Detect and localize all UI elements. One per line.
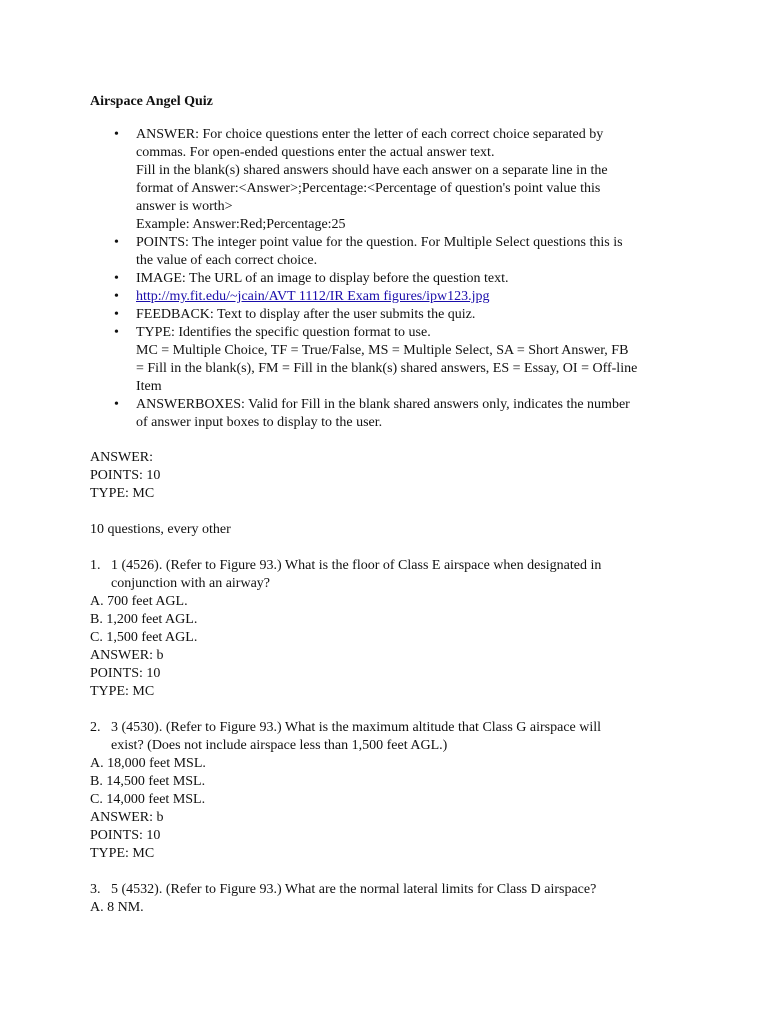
default-settings bbox=[90, 449, 690, 503]
question-points: POINTS: 10 bbox=[90, 666, 161, 681]
question-answer: ANSWER: b bbox=[90, 810, 164, 825]
question-number: 2. bbox=[90, 720, 101, 735]
spec-line: the value of each correct choice. bbox=[136, 253, 318, 268]
note-text: 10 questions, every other bbox=[90, 522, 231, 537]
question-text bbox=[90, 557, 690, 593]
spec-item-type bbox=[90, 324, 690, 396]
question-answer: ANSWER: b bbox=[90, 648, 164, 663]
image-url-link[interactable]: http://my.fit.edu/~jcain/AVT 1112/IR Exam figures/ipw123.jpg bbox=[136, 289, 490, 304]
choice-b: B. 1,200 feet AGL. bbox=[90, 612, 198, 627]
choice-a: A. 8 NM. bbox=[90, 900, 144, 915]
bullet-icon: • bbox=[114, 397, 119, 412]
question-line: 1 (4526). (Refer to Figure 93.) What is the floor of Class E airspace when designated in bbox=[111, 558, 602, 573]
default-answer: ANSWER: bbox=[90, 450, 153, 465]
question-2 bbox=[90, 719, 690, 863]
question-number: 3. bbox=[90, 882, 101, 897]
spec-line: answer is worth> bbox=[136, 199, 233, 214]
spec-line: FEEDBACK: Text to display after the user submits the quiz. bbox=[136, 307, 476, 322]
spec-item-answerboxes bbox=[90, 396, 690, 432]
spec-item-feedback bbox=[90, 306, 690, 324]
spec-line: TYPE: Identifies the specific question format to use. bbox=[136, 325, 431, 340]
quiz-note bbox=[90, 521, 690, 539]
spec-line: commas. For open-ended questions enter the actual answer text. bbox=[136, 145, 495, 160]
spec-line: = Fill in the blank(s), FM = Fill in the blank(s) shared answers, ES = Essay, OI = Off-line bbox=[136, 361, 638, 376]
spec-item-answer bbox=[90, 126, 690, 234]
bullet-icon: • bbox=[114, 235, 119, 250]
question-line: exist? (Does not include airspace less than 1,500 feet AGL.) bbox=[111, 738, 448, 753]
question-line: conjunction with an airway? bbox=[111, 576, 271, 591]
spec-line: IMAGE: The URL of an image to display before the question text. bbox=[136, 271, 509, 286]
spec-line: ANSWER: For choice questions enter the letter of each correct choice separated by bbox=[136, 127, 604, 142]
spec-line: Fill in the blank(s) shared answers should have each answer on a separate line in the bbox=[136, 163, 608, 178]
field-spec-list bbox=[90, 126, 690, 432]
choice-c: C. 14,000 feet MSL. bbox=[90, 792, 206, 807]
spec-line: ANSWERBOXES: Valid for Fill in the blank shared answers only, indicates the number bbox=[136, 397, 630, 412]
default-points: POINTS: 10 bbox=[90, 468, 161, 483]
bullet-icon: • bbox=[114, 307, 119, 322]
bullet-icon: • bbox=[114, 127, 119, 142]
spec-line: format of Answer:<Answer>;Percentage:<Percentage of question's point value this bbox=[136, 181, 601, 196]
question-type: TYPE: MC bbox=[90, 684, 155, 699]
question-type: TYPE: MC bbox=[90, 846, 155, 861]
question-1 bbox=[90, 557, 690, 701]
question-points: POINTS: 10 bbox=[90, 828, 161, 843]
spec-line: POINTS: The integer point value for the question. For Multiple Select questions this is bbox=[136, 235, 623, 250]
question-3 bbox=[90, 881, 690, 917]
bullet-icon: • bbox=[114, 271, 119, 286]
default-type: TYPE: MC bbox=[90, 486, 155, 501]
question-line: 5 (4532). (Refer to Figure 93.) What are the normal lateral limits for Class D airspace? bbox=[111, 882, 597, 897]
bullet-icon: • bbox=[114, 325, 119, 340]
document-body bbox=[90, 93, 690, 935]
document-title: Airspace Angel Quiz bbox=[90, 94, 213, 109]
spec-item-image bbox=[90, 270, 690, 288]
choice-b: B. 14,500 feet MSL. bbox=[90, 774, 206, 789]
question-line: 3 (4530). (Refer to Figure 93.) What is the maximum altitude that Class G airspace will bbox=[111, 720, 602, 735]
spec-line: MC = Multiple Choice, TF = True/False, MS = Multiple Select, SA = Short Answer, FB bbox=[136, 343, 629, 358]
spec-line: Example: Answer:Red;Percentage:25 bbox=[136, 217, 346, 232]
spec-item-points bbox=[90, 234, 690, 270]
question-text bbox=[90, 719, 690, 755]
spec-item-link bbox=[90, 288, 690, 306]
question-text bbox=[90, 881, 690, 899]
bullet-icon: • bbox=[114, 289, 119, 304]
question-number: 1. bbox=[90, 558, 101, 573]
spec-line: of answer input boxes to display to the user. bbox=[136, 415, 383, 430]
choice-c: C. 1,500 feet AGL. bbox=[90, 630, 198, 645]
choice-a: A. 18,000 feet MSL. bbox=[90, 756, 206, 771]
choice-a: A. 700 feet AGL. bbox=[90, 594, 188, 609]
spec-line: Item bbox=[136, 379, 162, 394]
